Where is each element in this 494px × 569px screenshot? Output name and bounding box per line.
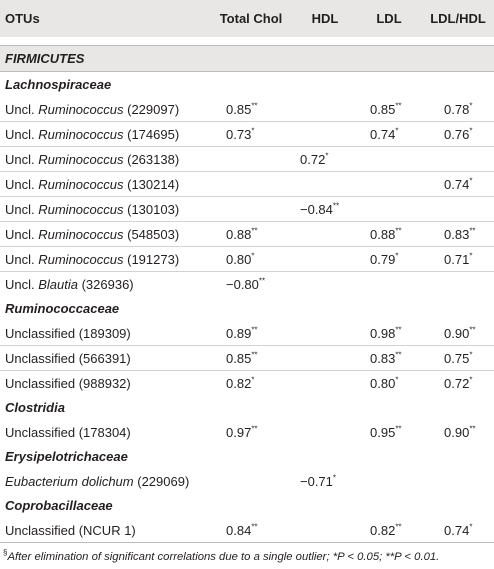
table-row xyxy=(0,371,494,396)
cell-ldl-value: 0.98 xyxy=(370,326,395,341)
phylum-row xyxy=(0,46,494,72)
otu-prefix: Uncl. xyxy=(5,152,38,167)
table-row xyxy=(0,321,494,346)
otu-id: (229069) xyxy=(134,474,190,489)
otu-name xyxy=(0,420,208,444)
cell-total-chol xyxy=(208,197,294,222)
cell-ldl-hdl-value: 0.90 xyxy=(444,425,469,440)
cell-ldl xyxy=(356,469,422,493)
otu-prefix: Uncl. xyxy=(5,127,38,142)
cell-total-chol-value: 0.85 xyxy=(226,351,251,366)
cell-hdl-value: −0.84 xyxy=(300,202,333,217)
header-row xyxy=(0,0,494,37)
cell-total-chol-significance: * xyxy=(251,126,254,135)
table-row xyxy=(0,97,494,122)
cell-hdl-significance: ** xyxy=(333,201,339,210)
otu-prefix: Uncl. xyxy=(5,252,38,267)
otu-prefix: Uncl. xyxy=(5,227,38,242)
cell-total-chol xyxy=(208,247,294,272)
cell-total-chol xyxy=(208,469,294,493)
cell-total-chol-value: 0.88 xyxy=(226,227,251,242)
cell-ldl-hdl-value: 0.75 xyxy=(444,351,469,366)
cell-ldl-hdl-significance: ** xyxy=(469,325,475,334)
cell-ldl-hdl xyxy=(422,97,494,122)
cell-hdl xyxy=(294,420,356,444)
otu-prefix: Uncl. xyxy=(5,202,38,217)
cell-ldl-hdl xyxy=(422,172,494,197)
cell-ldl-hdl-value: 0.90 xyxy=(444,326,469,341)
header-total-chol: Total Chol xyxy=(208,0,294,37)
header-ldl-hdl: LDL/HDL xyxy=(422,0,494,37)
family-row xyxy=(0,296,494,321)
otu-id: (130103) xyxy=(124,202,180,217)
cell-hdl-significance: * xyxy=(325,151,328,160)
cell-ldl-value: 0.83 xyxy=(370,351,395,366)
cell-hdl xyxy=(294,272,356,297)
cell-hdl xyxy=(294,371,356,396)
cell-total-chol xyxy=(208,371,294,396)
cell-total-chol-significance: * xyxy=(251,251,254,260)
table-row xyxy=(0,346,494,371)
table-row xyxy=(0,272,494,297)
cell-ldl-value: 0.95 xyxy=(370,425,395,440)
cell-total-chol-value: 0.84 xyxy=(226,523,251,538)
otu-name xyxy=(0,197,208,222)
cell-ldl-value: 0.85 xyxy=(370,102,395,117)
cell-total-chol xyxy=(208,346,294,371)
otu-genus: Blautia xyxy=(38,277,78,292)
cell-hdl xyxy=(294,147,356,172)
cell-hdl xyxy=(294,122,356,147)
cell-total-chol-significance: ** xyxy=(251,325,257,334)
cell-hdl-significance: * xyxy=(333,473,336,482)
cell-ldl-value: 0.79 xyxy=(370,252,395,267)
cell-ldl xyxy=(356,346,422,371)
cell-total-chol xyxy=(208,272,294,297)
otu-genus: Ruminococcus xyxy=(38,177,123,192)
otu-genus: Ruminococcus xyxy=(38,252,123,267)
cell-ldl-hdl xyxy=(422,346,494,371)
cell-hdl xyxy=(294,197,356,222)
otu-prefix: Unclassified (178304) xyxy=(5,425,131,440)
footnote-text: After elimination of significant correlations due to a single outlier; *P < 0.05; **P < 0.01. xyxy=(7,551,439,563)
phylum-label: FIRMICUTES xyxy=(0,46,494,72)
cell-ldl xyxy=(356,272,422,297)
otu-genus: Ruminococcus xyxy=(38,127,123,142)
cell-total-chol xyxy=(208,147,294,172)
cell-ldl-hdl xyxy=(422,197,494,222)
otu-name xyxy=(0,172,208,197)
cell-ldl-hdl xyxy=(422,147,494,172)
cell-ldl xyxy=(356,172,422,197)
cell-ldl-hdl xyxy=(422,321,494,346)
otu-id: (548503) xyxy=(124,227,180,242)
cell-ldl-hdl-significance: * xyxy=(469,522,472,531)
cell-ldl-hdl xyxy=(422,518,494,543)
cell-total-chol xyxy=(208,518,294,543)
cell-ldl xyxy=(356,420,422,444)
cell-hdl xyxy=(294,172,356,197)
otu-prefix: Uncl. xyxy=(5,277,38,292)
header-hdl: HDL xyxy=(294,0,356,37)
cell-ldl xyxy=(356,197,422,222)
cell-total-chol xyxy=(208,420,294,444)
otu-name xyxy=(0,346,208,371)
cell-total-chol-value: 0.89 xyxy=(226,326,251,341)
cell-total-chol xyxy=(208,321,294,346)
otu-genus: Ruminococcus xyxy=(38,152,123,167)
table-row xyxy=(0,172,494,197)
otu-prefix: Uncl. xyxy=(5,177,38,192)
cell-ldl-significance: ** xyxy=(395,226,401,235)
cell-ldl xyxy=(356,122,422,147)
cell-ldl-hdl-significance: * xyxy=(469,375,472,384)
otu-id: (263138) xyxy=(124,152,180,167)
cell-ldl-hdl-significance: ** xyxy=(469,424,475,433)
family-label: Ruminococcaceae xyxy=(0,296,494,321)
table-row xyxy=(0,147,494,172)
otu-id: (326936) xyxy=(78,277,134,292)
otu-genus: Eubacterium dolichum xyxy=(5,474,134,489)
cell-total-chol xyxy=(208,172,294,197)
cell-ldl-hdl-value: 0.72 xyxy=(444,376,469,391)
cell-total-chol xyxy=(208,122,294,147)
cell-total-chol-significance: ** xyxy=(251,226,257,235)
otu-name xyxy=(0,469,208,493)
table-row xyxy=(0,122,494,147)
cell-ldl-significance: ** xyxy=(395,522,401,531)
cell-ldl-hdl xyxy=(422,272,494,297)
otu-genus: Ruminococcus xyxy=(38,102,123,117)
cell-hdl-value: −0.71 xyxy=(300,474,333,489)
otu-name xyxy=(0,122,208,147)
otu-name xyxy=(0,518,208,543)
cell-ldl-hdl-significance: * xyxy=(469,126,472,135)
otu-id: (174695) xyxy=(124,127,180,142)
otu-prefix: Unclassified (566391) xyxy=(5,351,131,366)
otu-prefix: Unclassified (189309) xyxy=(5,326,131,341)
cell-hdl xyxy=(294,469,356,493)
cell-ldl-hdl xyxy=(422,420,494,444)
cell-ldl-hdl-significance: * xyxy=(469,101,472,110)
family-row xyxy=(0,395,494,420)
table-row xyxy=(0,222,494,247)
family-row xyxy=(0,444,494,469)
cell-ldl xyxy=(356,321,422,346)
cell-ldl xyxy=(356,222,422,247)
cell-ldl-hdl xyxy=(422,122,494,147)
cell-hdl xyxy=(294,247,356,272)
cell-hdl xyxy=(294,346,356,371)
family-label: Lachnospiraceae xyxy=(0,72,494,98)
table-row xyxy=(0,197,494,222)
cell-ldl-hdl-significance: * xyxy=(469,176,472,185)
otu-name xyxy=(0,147,208,172)
otu-prefix: Unclassified (988932) xyxy=(5,376,131,391)
cell-ldl xyxy=(356,97,422,122)
otu-genus: Ruminococcus xyxy=(38,227,123,242)
cell-ldl-significance: ** xyxy=(395,424,401,433)
cell-ldl-hdl-significance: * xyxy=(469,350,472,359)
cell-ldl xyxy=(356,247,422,272)
cell-ldl-hdl xyxy=(422,222,494,247)
cell-ldl-hdl xyxy=(422,371,494,396)
cell-ldl-hdl-value: 0.74 xyxy=(444,523,469,538)
cell-hdl xyxy=(294,97,356,122)
cell-ldl-significance: ** xyxy=(395,350,401,359)
cell-ldl-hdl-significance: * xyxy=(469,251,472,260)
otu-genus: Ruminococcus xyxy=(38,202,123,217)
family-label: Erysipelotrichaceae xyxy=(0,444,494,469)
cell-ldl-value: 0.74 xyxy=(370,127,395,142)
table-row xyxy=(0,247,494,272)
otu-name xyxy=(0,371,208,396)
cell-total-chol xyxy=(208,222,294,247)
cell-total-chol-value: 0.97 xyxy=(226,425,251,440)
cell-ldl-hdl-value: 0.78 xyxy=(444,102,469,117)
cell-hdl xyxy=(294,321,356,346)
cell-ldl-hdl-value: 0.74 xyxy=(444,177,469,192)
cell-ldl-value: 0.88 xyxy=(370,227,395,242)
cell-total-chol-value: 0.82 xyxy=(226,376,251,391)
header-otus: OTUs xyxy=(0,0,208,37)
otu-prefix: Unclassified (NCUR 1) xyxy=(5,523,136,538)
table-row xyxy=(0,469,494,493)
table-row xyxy=(0,420,494,444)
cell-ldl-hdl-value: 0.76 xyxy=(444,127,469,142)
footnote xyxy=(0,543,494,569)
cell-total-chol-value: −0.80 xyxy=(226,277,259,292)
otu-id: (229097) xyxy=(124,102,180,117)
family-row xyxy=(0,72,494,98)
cell-ldl-hdl-value: 0.71 xyxy=(444,252,469,267)
cell-ldl xyxy=(356,371,422,396)
cell-hdl xyxy=(294,222,356,247)
cell-hdl xyxy=(294,518,356,543)
otu-name xyxy=(0,272,208,297)
cell-ldl-hdl-significance: ** xyxy=(469,226,475,235)
otu-id: (191273) xyxy=(124,252,180,267)
family-row xyxy=(0,493,494,518)
spacer-row xyxy=(0,37,494,46)
cell-ldl-significance: * xyxy=(395,126,398,135)
family-label: Coprobacillaceae xyxy=(0,493,494,518)
otu-id: (130214) xyxy=(124,177,180,192)
cell-hdl-value: 0.72 xyxy=(300,152,325,167)
otu-name xyxy=(0,97,208,122)
table-body xyxy=(0,37,494,543)
cell-total-chol-significance: ** xyxy=(251,522,257,531)
cell-total-chol-significance: ** xyxy=(251,350,257,359)
cell-total-chol-significance: ** xyxy=(259,276,265,285)
cell-total-chol-value: 0.80 xyxy=(226,252,251,267)
cell-total-chol-significance: ** xyxy=(251,101,257,110)
table-row xyxy=(0,518,494,543)
cell-ldl-significance: ** xyxy=(395,101,401,110)
otu-prefix: Uncl. xyxy=(5,102,38,117)
footnote-mark: § xyxy=(3,548,7,557)
header-ldl: LDL xyxy=(356,0,422,37)
cell-total-chol xyxy=(208,97,294,122)
otu-name xyxy=(0,222,208,247)
cell-ldl-value: 0.82 xyxy=(370,523,395,538)
cell-total-chol-significance: * xyxy=(251,375,254,384)
cell-total-chol-significance: ** xyxy=(251,424,257,433)
cell-ldl xyxy=(356,518,422,543)
cell-ldl xyxy=(356,147,422,172)
cell-ldl-hdl xyxy=(422,469,494,493)
cell-ldl-hdl-value: 0.83 xyxy=(444,227,469,242)
footnote-row xyxy=(0,543,494,569)
cell-ldl-hdl xyxy=(422,247,494,272)
cell-ldl-value: 0.80 xyxy=(370,376,395,391)
otu-name xyxy=(0,321,208,346)
cell-total-chol-value: 0.73 xyxy=(226,127,251,142)
cell-ldl-significance: * xyxy=(395,375,398,384)
cell-ldl-significance: ** xyxy=(395,325,401,334)
family-label: Clostridia xyxy=(0,395,494,420)
cell-total-chol-value: 0.85 xyxy=(226,102,251,117)
cell-ldl-significance: * xyxy=(395,251,398,260)
otu-name xyxy=(0,247,208,272)
